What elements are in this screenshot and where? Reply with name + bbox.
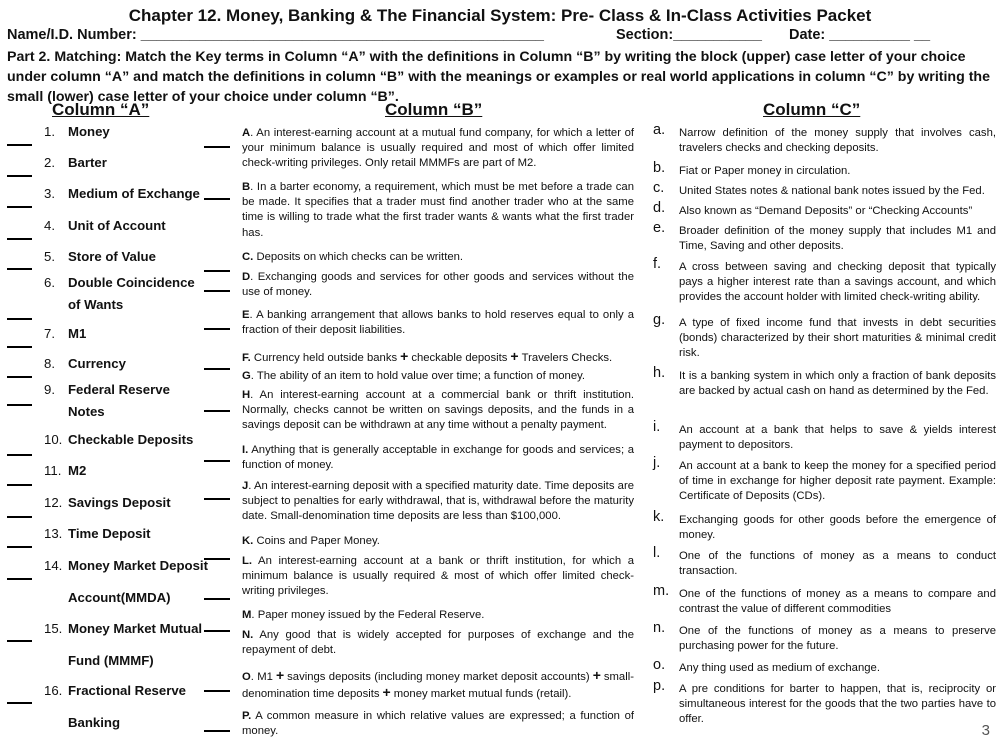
column-c-text: One of the functions of money as a means to compare and contrast the value of different commodities	[679, 588, 996, 616]
column-c-letter: o.	[653, 657, 666, 673]
column-b-definition	[242, 180, 634, 241]
column-a-item	[44, 155, 107, 170]
column-a-item-number: 3.	[44, 186, 55, 201]
column-c-meaning	[653, 419, 996, 453]
column-b-definition	[242, 668, 634, 702]
column-a-item-number: 8.	[44, 356, 55, 371]
column-a-item	[44, 621, 202, 636]
answer-blank-b[interactable]	[204, 460, 230, 462]
column-a-term: Fractional Reserve	[68, 683, 187, 698]
column-a-term: Checkable Deposits	[68, 432, 194, 447]
column-a-item	[44, 186, 200, 201]
plus-sign: +	[510, 348, 519, 364]
column-c-text: Any thing used as medium of exchange.	[679, 662, 880, 674]
column-c-text: Exchanging goods for other goods before the emergence of money.	[679, 514, 996, 542]
column-c-meaning	[653, 657, 996, 676]
answer-blank-b[interactable]	[204, 146, 230, 148]
name-field[interactable]: Name/I.D. Number: __________________________________________________	[7, 27, 544, 43]
answer-blank-b[interactable]	[204, 630, 230, 632]
column-a-item	[44, 526, 151, 541]
column-c-letter: a.	[653, 122, 666, 138]
page-title: Chapter 12. Money, Banking & The Financial System: Pre- Class & In-Class Activities Packet	[128, 6, 872, 25]
column-b-letter: I.	[242, 444, 249, 456]
column-a-item-number: 1.	[44, 124, 55, 139]
column-c-meaning	[653, 122, 996, 156]
answer-blank-a[interactable]	[7, 175, 32, 177]
plus-sign: +	[400, 348, 409, 364]
answer-blank-a[interactable]	[7, 484, 32, 486]
column-b-letter: D	[242, 271, 251, 283]
column-b-definition	[242, 479, 634, 525]
column-c-text: Narrow definition of the money supply that involves cash, travelers checks and checking deposits.	[679, 127, 996, 155]
column-b-text: . Exchanging goods and services for other goods and services without the use of money.	[242, 271, 634, 299]
column-c-letter: j.	[653, 455, 661, 471]
column-a-term: Medium of Exchange	[68, 186, 200, 201]
column-b-definition	[242, 308, 634, 338]
column-b-text: . An interest-earning account at a mutual fund company, for which a letter of your minimum balance is usually required and most of which offer limited check-writing privileges. Only retail MMMFs are part of M2.	[242, 127, 634, 170]
column-c-text: One of the functions of money as a means to preserve purchasing power for the future.	[679, 625, 996, 653]
column-a-item	[44, 218, 166, 233]
column-c-meaning	[653, 312, 996, 362]
answer-blank-a[interactable]	[7, 640, 32, 642]
answer-blank-a[interactable]	[7, 546, 32, 548]
page-number: 3	[981, 722, 990, 739]
answer-blank-b[interactable]	[204, 598, 230, 600]
column-a-item	[44, 683, 186, 698]
column-a-item-number: 11.	[44, 463, 62, 478]
answer-blank-a[interactable]	[7, 238, 32, 240]
column-b-text: An interest-earning account at a bank or thrift institution, for which a minimum balance is usually required & most of which offer limited check-writing privileges.	[242, 555, 634, 598]
column-a-term: Time Deposit	[68, 526, 151, 541]
column-c-meaning	[653, 200, 996, 219]
column-b-text: . M1	[250, 671, 273, 683]
answer-blank-a[interactable]	[7, 404, 32, 406]
column-a-term: Money Market Deposit	[68, 558, 208, 573]
column-b-definition	[242, 443, 634, 473]
column-a-item-number: 5.	[44, 249, 55, 264]
column-b-letter: C.	[242, 251, 254, 263]
column-a-item	[44, 249, 156, 264]
column-c-text: A pre conditions for barter to happen, that is, reciprocity or simultaneous interest for the goods that the two parties have to offer.	[679, 683, 996, 726]
column-a-item-number: 13.	[44, 526, 63, 541]
column-a-term: Money	[68, 124, 110, 139]
column-b-text: . In a barter economy, a requirement, which must be met before a trade can be made. It specifies that a trader must find another trader who at the same time is willing to trade what the first trader wants & wants what the first trader has.	[242, 181, 634, 239]
column-b-text: . Paper money issued by the Federal Reserve.	[251, 609, 485, 621]
column-c-meaning	[653, 620, 996, 654]
answer-blank-b[interactable]	[204, 368, 230, 370]
column-a-term: Money Market Mutual	[68, 621, 203, 636]
column-b-letter: P.	[242, 710, 252, 722]
column-c-meaning	[653, 160, 996, 179]
column-c-text: Also known as “Demand Deposits” or “Checking Accounts”	[679, 205, 973, 217]
column-c-text: Fiat or Paper money in circulation.	[679, 165, 851, 177]
column-b-definition	[242, 126, 634, 172]
column-a-term-continued: Notes	[68, 404, 105, 419]
column-b-text: Currency held outside banks	[250, 352, 398, 364]
column-a-item-number: 4.	[44, 218, 55, 233]
column-c-text: United States notes & national bank notes issued by the Fed.	[679, 185, 985, 197]
column-a-term: M2	[68, 463, 87, 478]
column-c-text: An account at a bank that helps to save & yields interest payment to depositors.	[679, 424, 996, 452]
column-a-item-number: 9.	[44, 382, 55, 397]
answer-blank-a[interactable]	[7, 454, 32, 456]
column-a-term: Double Coincidence	[68, 275, 195, 290]
column-b-definition	[242, 709, 634, 739]
column-c-letter: g.	[653, 312, 666, 328]
column-b-letter: H	[242, 389, 251, 401]
column-a-term: Store of Value	[68, 249, 156, 264]
answer-blank-b[interactable]	[204, 730, 230, 732]
plus-sign: +	[275, 667, 285, 683]
answer-blank-a[interactable]	[7, 268, 32, 270]
answer-blank-a[interactable]	[7, 376, 32, 378]
answer-blank-b[interactable]	[204, 690, 230, 692]
column-b-letter: N.	[242, 629, 254, 641]
column-b-text: Deposits on which checks can be written.	[253, 251, 464, 263]
column-b-text: Coins and Paper Money.	[253, 535, 380, 547]
column-c-heading: Column “C”	[763, 100, 861, 119]
column-b-letter: L.	[242, 555, 253, 567]
column-b-definition	[242, 270, 634, 300]
column-b-text: money market mutual funds (retail).	[393, 688, 572, 701]
column-c-meaning	[653, 545, 996, 579]
column-a-item	[44, 495, 171, 510]
column-c-meaning	[653, 678, 996, 728]
column-c-text: It is a banking system in which only a fraction of bank deposits are backed by actual cash on hand as determined by the Fed.	[679, 370, 996, 398]
answer-blank-a[interactable]	[7, 144, 32, 146]
column-a-term: Currency	[68, 356, 126, 371]
column-b-letter: E	[242, 309, 250, 321]
column-c-meaning	[653, 180, 996, 199]
column-c-meaning	[653, 365, 996, 399]
column-b-heading: Column “B”	[385, 100, 483, 119]
column-a-item	[44, 326, 86, 341]
column-b-text: Travelers Checks.	[521, 352, 613, 364]
column-b-letter: F.	[242, 352, 251, 364]
column-c-letter: l.	[653, 545, 661, 561]
column-a-term: M1	[68, 326, 87, 341]
plus-sign: +	[592, 667, 601, 683]
column-a-term: Federal Reserve	[68, 382, 170, 397]
column-a-item-number: 7.	[44, 326, 55, 341]
column-c-meaning	[653, 583, 996, 617]
column-a-item	[44, 432, 193, 447]
column-b-letter: K.	[242, 535, 254, 547]
answer-blank-a[interactable]	[7, 578, 32, 580]
column-a-term-continued: Banking	[68, 715, 121, 730]
column-a-term-continued: Fund (MMMF)	[68, 653, 154, 668]
column-a-item-number: 10.	[44, 432, 63, 447]
column-c-letter: i.	[653, 419, 661, 435]
column-a-item-number: 2.	[44, 155, 55, 170]
column-a-item	[44, 463, 86, 478]
answer-blank-a[interactable]	[7, 516, 32, 518]
column-a-term-continued: of Wants	[68, 297, 124, 312]
column-b-text: . An interest-earning deposit with a specified maturity date. Time deposits are subject to penalties for early withdrawal, that is, withdrawal before the maturity date. Small-denomination time deposits are less than $100,000.	[242, 480, 634, 523]
column-b-text: A common measure in which relative values are expressed; a function of money.	[242, 710, 634, 738]
answer-blank-b[interactable]	[204, 290, 230, 292]
column-b-text: small-denomination time deposits	[242, 671, 634, 701]
column-b-letter: O	[242, 671, 251, 683]
column-b-text: savings deposits (including money market deposit accounts)	[287, 671, 590, 683]
column-b-text: checkable deposits	[411, 352, 508, 364]
answer-blank-b[interactable]	[204, 558, 230, 560]
column-c-text: One of the functions of money as a means to conduct transaction.	[679, 550, 996, 578]
answer-blank-a[interactable]	[7, 318, 32, 320]
answer-blank-a[interactable]	[7, 702, 32, 704]
column-b-definition	[242, 388, 634, 434]
column-a-term: Unit of Account	[68, 218, 166, 233]
column-b-letter: B	[242, 181, 251, 193]
column-a-item-number: 15.	[44, 621, 63, 636]
column-c-letter: n.	[653, 620, 666, 636]
column-b-letter: G	[242, 370, 251, 382]
column-a-term: Savings Deposit	[68, 495, 171, 510]
column-b-text: . A banking arrangement that allows banks to hold reserves equal to only a fraction of their deposit liabilities.	[242, 309, 634, 337]
column-b-definition	[242, 250, 634, 265]
answer-blank-b[interactable]	[204, 328, 230, 330]
column-b-letter: J	[242, 480, 249, 492]
column-a-item-number: 6.	[44, 275, 55, 290]
column-a-item-number: 12.	[44, 495, 63, 510]
answer-blank-b[interactable]	[204, 270, 230, 272]
column-c-letter: b.	[653, 160, 666, 176]
column-c-meaning	[653, 509, 996, 543]
column-c-letter: p.	[653, 678, 666, 694]
answer-blank-a[interactable]	[7, 206, 32, 208]
column-b-definition	[242, 349, 634, 366]
column-c-letter: c.	[653, 180, 665, 196]
column-c-text: An account at a bank to keep the money for a specified period of time in exchange for higher deposit rate payment. Example: Certificate of Deposits (CDs).	[679, 460, 996, 503]
column-c-letter: d.	[653, 200, 666, 216]
answer-blank-b[interactable]	[204, 410, 230, 412]
column-c-letter: h.	[653, 365, 666, 381]
column-b-text: Anything that is generally acceptable in exchange for goods and services; a function of money.	[242, 444, 634, 472]
column-c-letter: e.	[653, 220, 666, 236]
column-b-definition	[242, 554, 634, 600]
column-a-item	[44, 124, 110, 139]
column-a-item-number: 14.	[44, 558, 63, 573]
answer-blank-b[interactable]	[204, 198, 230, 200]
column-b-letter: M	[242, 609, 252, 621]
column-a-term: Barter	[68, 155, 107, 170]
column-a-item	[44, 356, 126, 371]
column-b-definition	[242, 369, 634, 384]
column-b-text: Any good that is widely accepted for purposes of exchange and the repayment of debt.	[242, 629, 634, 657]
column-b-letter: A	[242, 127, 251, 139]
answer-blank-b[interactable]	[204, 498, 230, 500]
answer-blank-a[interactable]	[7, 346, 32, 348]
column-b-definition	[242, 628, 634, 658]
column-b-text: . The ability of an item to hold value over time; a function of money.	[250, 370, 586, 382]
column-c-letter: f.	[653, 256, 662, 272]
column-a-item	[44, 382, 170, 397]
column-a-term-continued: Account(MMDA)	[68, 590, 171, 605]
instructions: Part 2. Matching: Match the Key terms in Column “A” with the definitions in Column “B” by writing the block (upper) case letter of your choice under column “A” and match the definitions in column “B” with the meanings or examples or real world applications in column “C” by writing the small (lower) case letter of your choice under column “B”.	[7, 49, 990, 105]
column-a-item-number: 16.	[44, 683, 63, 698]
column-c-meaning	[653, 256, 996, 306]
plus-sign: +	[382, 684, 391, 701]
column-c-letter: k.	[653, 509, 665, 525]
column-c-text: Broader definition of the money supply that includes M1 and Time, Saving and other deposits.	[679, 225, 996, 253]
column-a-item	[44, 275, 195, 290]
column-b-definition	[242, 534, 634, 549]
column-c-meaning	[653, 220, 996, 254]
column-c-letter: m.	[653, 583, 670, 599]
column-b-text: . An interest-earning account at a commercial bank or thrift institution. Normally, checks cannot be written on savings deposits, and the funds in a savings deposit can be withdrawn at any time without a penalty payment.	[242, 389, 634, 432]
column-a-heading: Column “A”	[52, 100, 150, 119]
column-b-definition	[242, 608, 634, 623]
column-a-item	[44, 558, 208, 573]
column-c-text: A cross between saving and checking deposit that typically pays a higher interest rate than a savings account, and which provides the account holder with limited check-writing ability.	[679, 261, 996, 304]
section-field[interactable]: Section:___________	[616, 27, 762, 43]
column-c-meaning	[653, 455, 996, 505]
date-field[interactable]: Date: __________ __	[789, 27, 931, 43]
column-c-text: A type of fixed income fund that invests in debt securities (bonds) characterized by their short maturities & minimal credit risk.	[679, 317, 996, 360]
